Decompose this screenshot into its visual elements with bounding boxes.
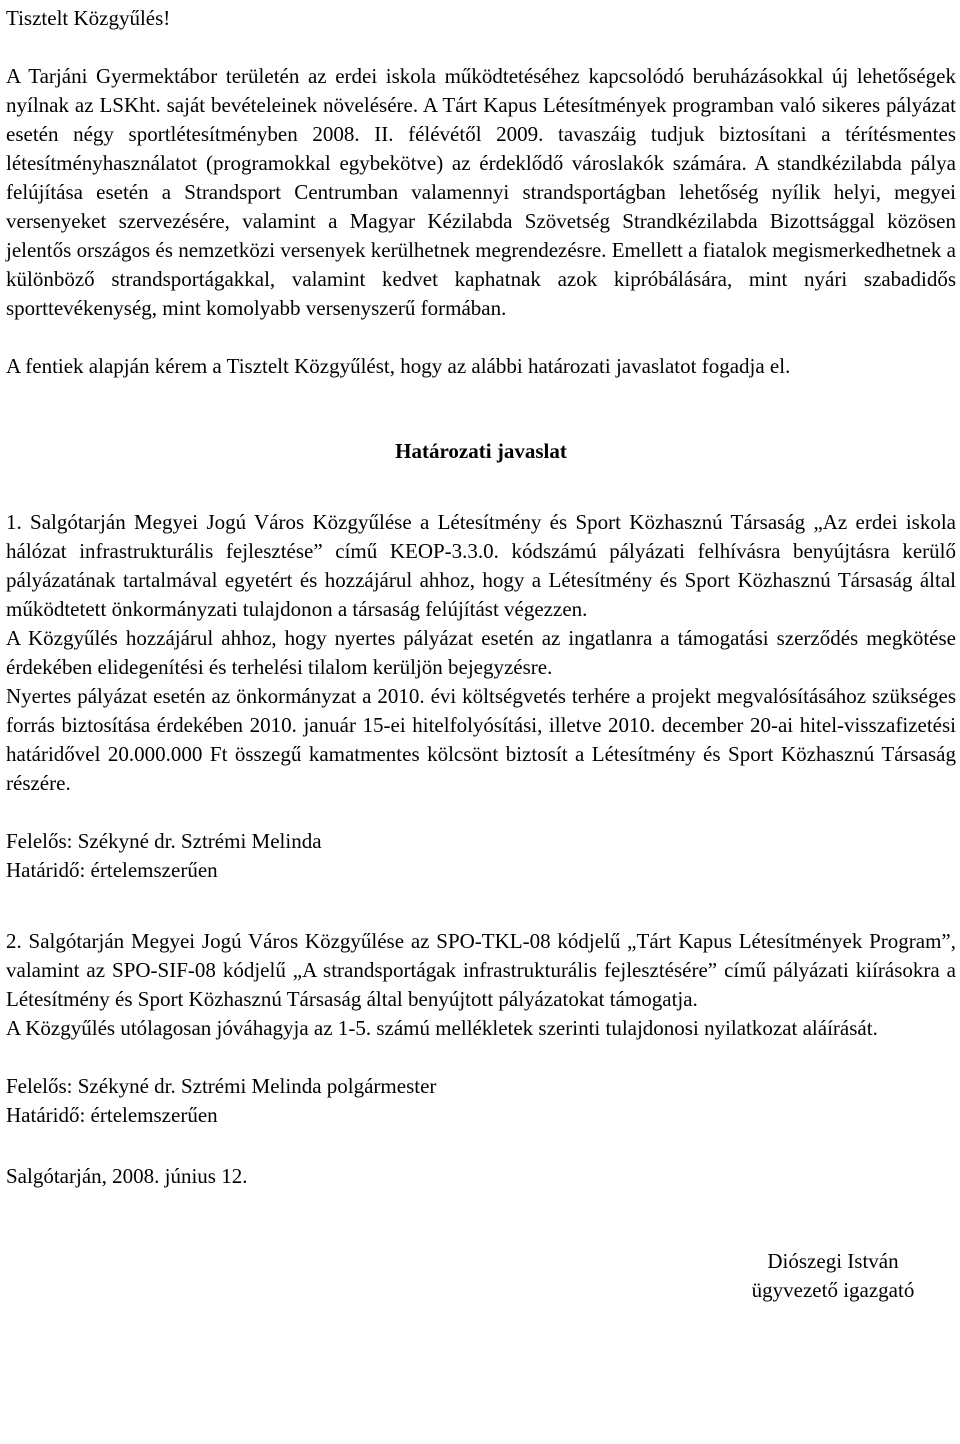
signature-block [6, 1247, 956, 1305]
item1-paragraph-2: A Közgyűlés hozzájárul ahhoz, hogy nyertes pályázat esetén az ingatlanra a támogatási szerződés megkötése érdekében elidegenítési és terhelési tilalom kerüljön bejegyzésre. [6, 626, 956, 679]
item2-responsible: Felelős: Székyné dr. Sztrémi Melinda polgármester [6, 1074, 437, 1098]
item2-deadline: Határidő: értelemszerűen [6, 1103, 218, 1127]
request-paragraph: A fentiek alapján kérem a Tisztelt Közgyűlést, hogy az alábbi határozati javaslatot fogadja el. [6, 354, 791, 378]
item1-paragraph-1: 1. Salgótarján Megyei Jogú Város Közgyűlése a Létesítmény és Sport Közhasznú Társaság „Az erdei iskola hálózat infrastrukturális fejlesztése” című KEOP-3.3.0. kódszámú pályázati felhívásra benyújtásra kerülő pályázatának tartalmával egyetért és hozzájárul ahhoz, hogy a Létesítmény és Sport Közhasznú Társaság által működtetett önkormányzati tulajdonon a társaság felújítást végezzen. [6, 510, 956, 621]
item1-deadline: Határidő: értelemszerűen [6, 858, 218, 882]
signatory-name: Diószegi István [767, 1249, 899, 1273]
item2-paragraph-1: 2. Salgótarján Megyei Jogú Város Közgyűlése az SPO-TKL-08 kódjelű „Tárt Kapus Létesítmények Program”, valamint az SPO-SIF-08 kódjelű „A strandsportágak infrastrukturális fejlesztésére” című pályázati kiírásokra a Létesítmény és Sport Közhasznú Társaság által benyújtott pályázatokat támogatja. [6, 929, 956, 1011]
item2-paragraph-2: A Közgyűlés utólagosan jóváhagyja az 1-5. számú mellékletek szerinti tulajdonosi nyilatkozat aláírását. [6, 1016, 878, 1040]
salutation: Tisztelt Közgyűlés! [6, 6, 171, 30]
resolution-item-1 [6, 508, 956, 885]
date-line: Salgótarján, 2008. június 12. [6, 1164, 248, 1188]
resolution-item-2 [6, 927, 956, 1130]
item1-responsible: Felelős: Székyné dr. Sztrémi Melinda [6, 829, 322, 853]
signatory-title: ügyvezető igazgató [751, 1278, 915, 1302]
document-page [6, 4, 956, 1305]
resolution-title: Határozati javaslat [395, 439, 567, 463]
item1-paragraph-3: Nyertes pályázat esetén az önkormányzat a 2010. évi költségvetés terhére a projekt megvalósításához szükséges forrás biztosítása érdekében 2010. január 15-ei hitelfolyósítási, illetve 2010. december 20-ai hitel-visszafizetési határidővel 20.000.000 Ft összegű kamatmentes kölcsönt biztosít a Létesítmény és Sport Közhasznú Társaság részére. [6, 684, 956, 795]
intro-paragraph: A Tarjáni Gyermektábor területén az erdei iskola működtetéséhez kapcsolódó beruházásokkal új lehetőségek nyílnak az LSKht. saját bevételeinek növelésére. A Tárt Kapus Létesítmények programban való sikeres pályázat esetén négy sportlétesítményben 2008. II. félévétől 2009. tavaszáig tudjuk biztosítani a térítésmentes létesítményhasználatot (programokkal egybekötve) az érdeklődő városlakók számára. A standkézilabda pálya felújítása esetén a Strandsport Centrumban valamennyi strandsportágban lehetőség nyílik helyi, megyei versenyeket szervezésére, valamint a Magyar Kézilabda Szövetség Strandkézilabda Bizottsággal közösen jelentős országos és nemzetközi versenyek kerülhetnek megrendezésre. Emellett a fiatalok megismerkedhetnek a különböző strandsportágakkal, valamint kedvet kaphatnak azok kipróbálására, mint nyári szabadidős sporttevékenység, mint komolyabb versenyszerű formában. [6, 64, 956, 320]
